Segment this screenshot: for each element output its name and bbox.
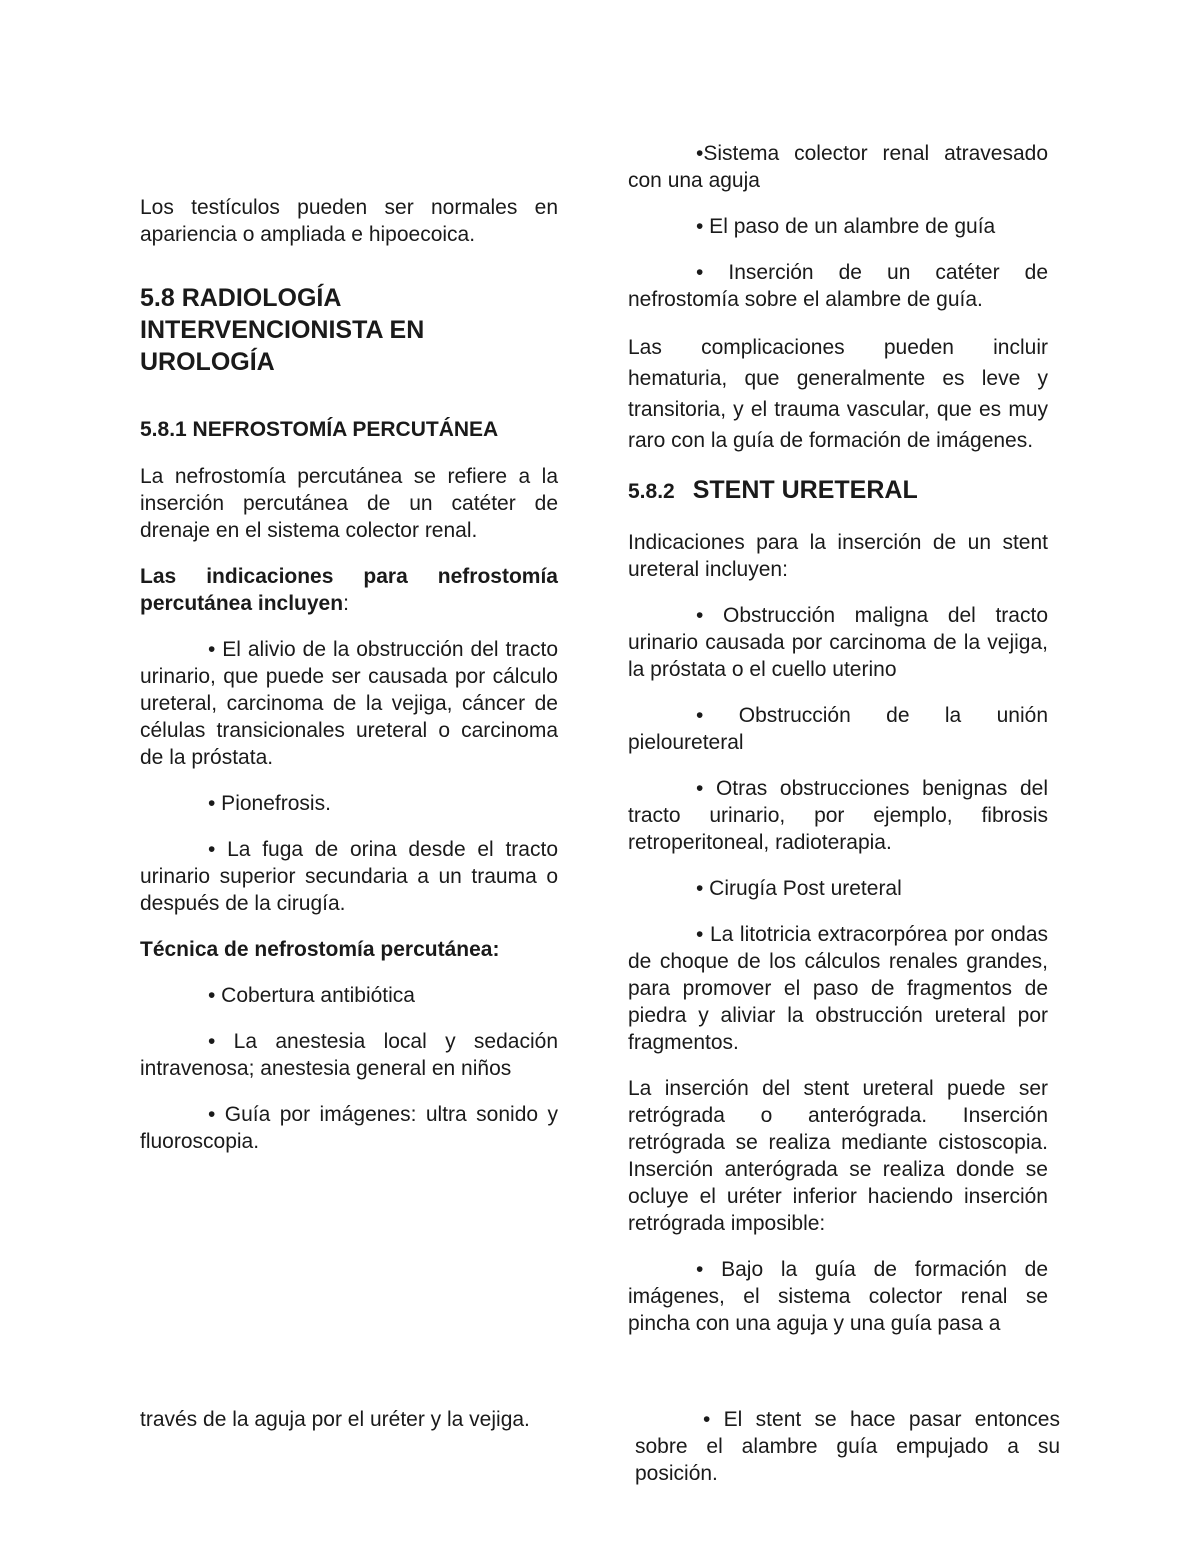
stent-indication-item: • Obstrucción de la unión pieloureteral bbox=[628, 704, 1048, 754]
step-item: • El paso de un alambre de guía bbox=[696, 215, 996, 238]
stent-section-title: STENT URETERAL bbox=[692, 476, 918, 504]
section-heading-5-8-2 bbox=[628, 475, 1048, 507]
indications-heading bbox=[140, 563, 558, 617]
insertion-paragraph: La inserción del stent ureteral puede ser retrógrada o anterógrada. Inserción retrógrada se realiza mediante cistoscopia. Inserción anterógrada se realiza donde se ocluye el uréter inferior haciendo inserción retrógrada imposible: bbox=[628, 1077, 1048, 1235]
stent-section-number: 5.8.2 bbox=[628, 480, 675, 503]
insertion-step-item: • Bajo la guía de formación de imágenes, el sistema colector renal se pincha con una aguja y una guía pasa a bbox=[628, 1258, 1048, 1335]
step-item: •Sistema colector renal atravesado con una aguja bbox=[628, 142, 1048, 192]
step-item: • Inserción de un catéter de nefrostomía sobre el alambre de guía. bbox=[628, 261, 1048, 311]
intro-paragraph: Los testículos pueden ser normales en apariencia o ampliada e hipoecoica. bbox=[140, 196, 558, 246]
stent-indication-item: • Obstrucción maligna del tracto urinario causada por carcinoma de la vejiga, la próstata o el cuello uterino bbox=[628, 604, 1048, 681]
technique-item: • Guía por imágenes: ultra sonido y fluoroscopia. bbox=[140, 1103, 558, 1153]
technique-item: • Cobertura antibiótica bbox=[208, 984, 415, 1007]
indication-item: • Pionefrosis. bbox=[208, 792, 331, 815]
technique-item: • La anestesia local y sedación intravenosa; anestesia general en niños bbox=[140, 1030, 558, 1080]
right-footer-paragraph: • El stent se hace pasar entonces sobre el alambre guía empujado a su posición. bbox=[635, 1408, 1060, 1485]
indications-colon: : bbox=[343, 592, 349, 615]
indications-title: Las indicaciones para nefrostomía percutánea incluyen bbox=[140, 565, 558, 615]
stent-indication-item: • La litotricia extracorpórea por ondas de choque de los cálculos renales grandes, para promover el paso de fragmentos de piedra y aliviar la obstrucción ureteral por fragmentos. bbox=[628, 923, 1048, 1054]
indication-item: • La fuga de orina desde el tracto urinario superior secundaria a un trauma o después de la cirugía. bbox=[140, 838, 558, 915]
stent-indication-item: • Otras obstrucciones benignas del tracto urinario, por ejemplo, fibrosis retroperitoneal, radioterapia. bbox=[628, 777, 1048, 854]
stent-indication-item: • Cirugía Post ureteral bbox=[696, 877, 902, 900]
definition-paragraph: La nefrostomía percutánea se refiere a la inserción percutánea de un catéter de drenaje en el sistema colector renal. bbox=[140, 465, 558, 542]
section-heading-5-8-1: 5.8.1 NEFROSTOMÍA PERCUTÁNEA bbox=[140, 418, 499, 441]
indication-item: • El alivio de la obstrucción del tracto urinario, que puede ser causada por cálculo ureteral, carcinoma de la vejiga, cáncer de células transicionales ureteral o carcinoma de la próstata. bbox=[140, 638, 558, 769]
section-heading-5-8: 5.8 RADIOLOGÍA INTERVENCIONISTA EN UROLOGÍA bbox=[140, 284, 425, 376]
complications-paragraph: Las complicaciones pueden incluir hematuria, que generalmente es leve y transitoria, y el trauma vascular, que es muy raro con la guía de formación de imágenes. bbox=[628, 336, 1048, 452]
stent-intro-paragraph: Indicaciones para la inserción de un stent ureteral incluyen: bbox=[628, 531, 1048, 581]
technique-heading: Técnica de nefrostomía percutánea: bbox=[140, 938, 500, 961]
left-column bbox=[140, 194, 558, 1174]
right-column bbox=[628, 140, 1048, 1337]
left-footer-paragraph: través de la aguja por el uréter y la vejiga. bbox=[140, 1408, 530, 1431]
